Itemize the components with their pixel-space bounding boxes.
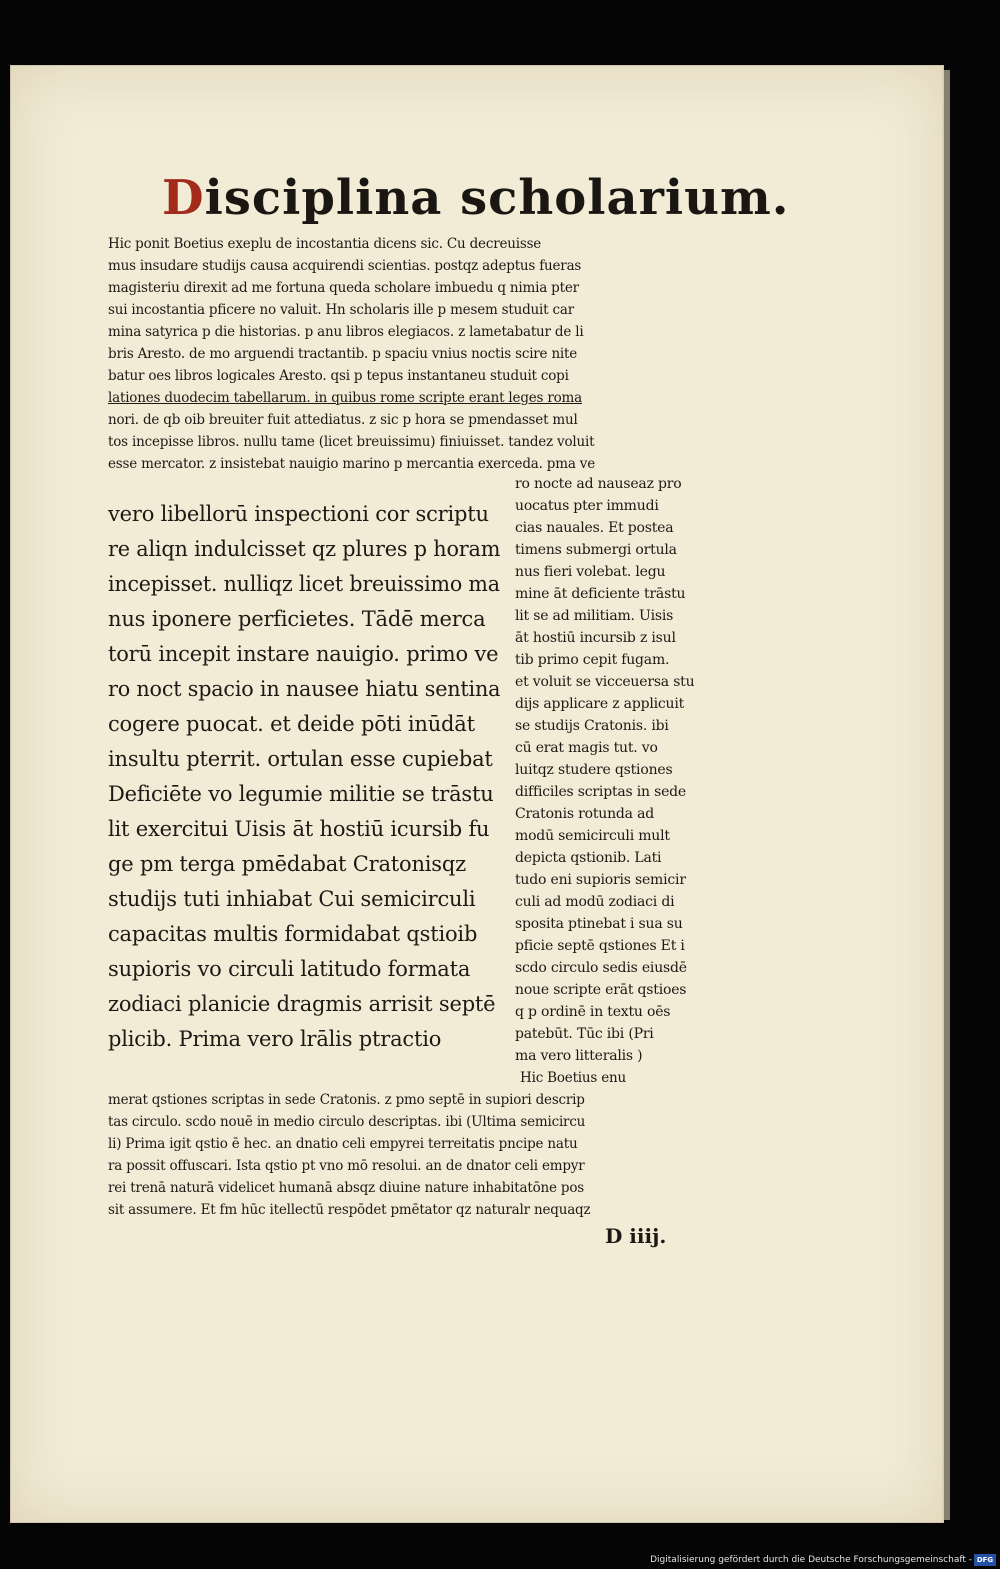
left-column-line: re aliqn indulcisset qz plures p horam	[108, 537, 501, 561]
right-column-line: cū erat magis tut. vo	[515, 740, 658, 756]
right-column-line: timens submergi ortula	[515, 542, 677, 558]
right-column-line: tudo eni supioris semicir	[515, 872, 686, 888]
right-column-line: scdo circulo sedis eiusdē	[515, 960, 687, 976]
bottom-line: Hic Boetius enu	[520, 1070, 627, 1086]
bottom-line: tas circulo. scdo nouē in medio circulo descriptas. ibi (Ultima semicircu	[108, 1114, 586, 1130]
left-column-line: lit exercitui Uisis āt hostiū icursib fu	[108, 817, 490, 841]
left-column-line: incepisset. nulliqz licet breuissimo ma	[108, 572, 500, 596]
left-column-line: cogere puocat. et deide pōti inūdāt	[108, 712, 475, 736]
right-column-line: Cratonis rotunda ad	[515, 806, 654, 822]
right-column-line: tib primo cepit fugam.	[515, 652, 670, 668]
top-line: magisteriu direxit ad me fortuna queda scholare imbuedu q nimia pter	[108, 280, 579, 296]
left-column-line: capacitas multis formidabat qstioib	[108, 922, 478, 946]
title-initial: D	[162, 170, 205, 226]
right-column-line: depicta qstionib. Lati	[515, 850, 662, 866]
right-column-line: modū semicirculi mult	[515, 828, 670, 844]
top-line: batur oes libros logicales Aresto. qsi p tepus instantaneu studuit copi	[108, 368, 569, 384]
bottom-line: ra possit offuscari. Ista qstio pt vno mō resolui. an de dnator celi empyr	[108, 1158, 585, 1174]
top-line: sui incostantia pficere no valuit. Hn scholaris ille p mesem studuit car	[108, 302, 574, 318]
top-line: tos incepisse libros. nullu tame (licet breuissimu) finiuisset. tandez voluit	[108, 434, 595, 450]
left-column-line: insultu pterrit. ortulan esse cupiebat	[108, 747, 493, 771]
right-column-line: nus fieri volebat. legu	[515, 564, 666, 580]
bottom-line: rei trenā naturā videlicet humanā absqz diuine nature inhabitatōne pos	[108, 1180, 584, 1196]
bottom-line: merat qstiones scriptas in sede Cratonis. z pmo septē in supiori descrip	[108, 1092, 585, 1108]
right-column-line: āt hostiū incursib z isul	[515, 630, 676, 646]
top-line: Hic ponit Boetius exeplu de incostantia dicens sic. Cu decreuisse	[108, 236, 542, 252]
signature-mark: D iiij.	[605, 1224, 667, 1248]
right-column-line: ro nocte ad nauseaz pro	[515, 476, 682, 492]
top-line: mina satyrica p die historias. p anu libros elegiacos. z lametabatur de li	[108, 324, 584, 340]
left-column-line: Deficiēte vo legumie militie se trāstu	[108, 782, 494, 806]
left-column-line: torū incepit instare nauigio. primo ve	[108, 642, 499, 666]
top-line: mus insudare studijs causa acquirendi scientias. postqz adeptus fueras	[108, 258, 582, 274]
right-column-line: sposita ptinebat i sua su	[515, 916, 683, 932]
right-column-line: mine āt deficiente trāstu	[515, 586, 686, 602]
right-column-line: lit se ad militiam. Uisis	[515, 608, 674, 624]
right-column-line: dijs applicare z applicuit	[515, 696, 685, 712]
page-title	[162, 170, 790, 226]
left-column-line: nus iponere perficietes. Tādē merca	[108, 607, 486, 631]
left-column-line: zodiaci planicie dragmis arrisit septē	[108, 992, 496, 1016]
bottom-line: sit assumere. Et fm hūc itellectū respōdet pmētator qz naturalr nequaqz	[108, 1202, 591, 1218]
funding-credit: Digitalisierung gefördert durch die Deutsche Forschungsgemeinschaft -	[650, 1555, 972, 1565]
top-line: nori. de qb oib breuiter fuit attediatus. z sic p hora se pmendasset mul	[108, 412, 578, 428]
title-text: isciplina scholarium.	[204, 170, 790, 226]
top-line: bris Aresto. de mo arguendi tractantib. p spaciu vnius noctis scire nite	[108, 346, 578, 362]
right-column-line: culi ad modū zodiaci di	[515, 894, 675, 910]
left-column-line: vero libellorū inspectioni cor scriptu	[108, 502, 489, 526]
right-column-line: luitqz studere qstiones	[515, 762, 673, 778]
top-line: esse mercator. z insistebat nauigio marino p mercantia exerceda. pma ve	[108, 456, 595, 472]
right-column-line: uocatus pter immudi	[515, 498, 659, 514]
right-column-line: difficiles scriptas in sede	[515, 784, 687, 800]
right-column-line: se studijs Cratonis. ibi	[515, 718, 669, 734]
left-column-line: studijs tuti inhiabat Cui semicirculi	[108, 887, 476, 911]
right-column-line: q p ordinē in textu oēs	[515, 1004, 671, 1020]
left-column-line: ro noct spacio in nausee hiatu sentina	[108, 677, 501, 701]
left-column-line: supioris vo circuli latitudo formata	[108, 957, 471, 981]
page-edge	[942, 70, 950, 1520]
top-line: lationes duodecim tabellarum. in quibus rome scripte erant leges roma	[108, 390, 582, 406]
bottom-line: li) Prima igit qstio ē hec. an dnatio celi empyrei terreitatis pncipe natu	[108, 1136, 578, 1152]
right-column-line: ma vero litteralis )	[515, 1048, 643, 1064]
right-column-line: et voluit se vicceuersa stu	[515, 674, 695, 690]
right-column-line: cias nauales. Et postea	[515, 520, 674, 536]
right-column-line: pficie septē qstiones Et i	[515, 938, 685, 954]
left-column-line: ge pm terga pmēdabat Cratonisqz	[108, 852, 466, 876]
right-column-line: noue scripte erāt qstioes	[515, 982, 687, 998]
right-column-line: patebūt. Tūc ibi (Pri	[515, 1026, 654, 1042]
dfg-logo: DFG	[974, 1554, 996, 1566]
left-column-line: plicib. Prima vero lrālis ptractio	[108, 1027, 442, 1051]
